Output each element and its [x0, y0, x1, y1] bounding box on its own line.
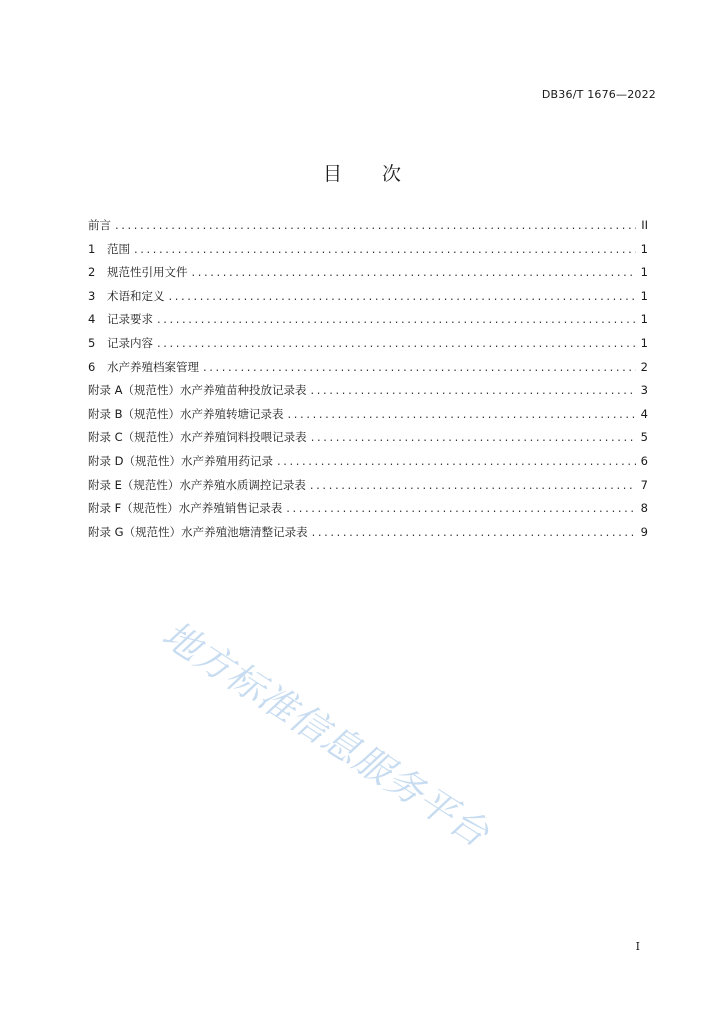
toc-leader-dots	[169, 289, 637, 303]
toc-label: 附录 E（规范性）水产养殖水质调控记录表	[88, 477, 306, 492]
toc-entry[interactable]	[88, 500, 648, 524]
toc-leader-dots	[286, 501, 636, 515]
toc-label: 前言	[88, 218, 111, 232]
toc-page-number: 1	[640, 335, 648, 350]
title-char-2: 次	[382, 163, 402, 185]
page-number: I	[635, 940, 640, 953]
toc-label: 术语和定义	[107, 288, 165, 303]
toc-entry[interactable]	[88, 406, 648, 430]
toc-section-number: 5	[88, 335, 96, 350]
toc-leader-dots	[277, 454, 636, 468]
standard-code: DB36/T 1676—2022	[541, 88, 656, 101]
toc-label: 附录 A（规范性）水产养殖苗种投放记录表	[88, 383, 307, 398]
toc-label: 记录要求	[107, 312, 153, 327]
toc-entry[interactable]	[88, 264, 648, 288]
toc-section-number: 6	[88, 359, 96, 374]
toc-page-number: 4	[640, 406, 648, 421]
toc-entry[interactable]	[88, 241, 648, 265]
toc-page-number: 3	[640, 383, 648, 398]
toc-section-number: 1	[88, 241, 96, 256]
toc-page-number: 1	[640, 312, 648, 327]
toc-label: 附录 B（规范性）水产养殖转塘记录表	[88, 406, 284, 421]
toc-page-number: 6	[640, 453, 648, 468]
table-of-contents	[88, 217, 648, 547]
toc-page-number: 1	[640, 265, 648, 280]
toc-entry[interactable]	[88, 477, 648, 501]
toc-entry[interactable]	[88, 217, 648, 241]
toc-entry[interactable]	[88, 429, 648, 453]
toc-page-number: 5	[640, 430, 648, 445]
toc-label: 水产养殖档案管理	[107, 359, 199, 374]
toc-entry[interactable]	[88, 311, 648, 335]
toc-entry[interactable]	[88, 288, 648, 312]
toc-leader-dots	[115, 218, 636, 232]
toc-page-number: II	[641, 218, 648, 232]
toc-section-number: 2	[88, 265, 96, 280]
toc-entry[interactable]	[88, 524, 648, 548]
toc-label: 记录内容	[107, 335, 153, 350]
toc-page-number: 1	[640, 288, 648, 303]
toc-leader-dots	[157, 336, 636, 350]
toc-label: 附录 G（规范性）水产养殖池塘清整记录表	[88, 524, 308, 539]
title-char-1: 目	[322, 163, 342, 185]
toc-page-number: 8	[640, 501, 648, 516]
toc-leader-dots	[203, 360, 636, 374]
toc-label: 附录 D（规范性）水产养殖用药记录	[88, 453, 274, 468]
toc-page-number: 1	[640, 241, 648, 256]
toc-leader-dots	[134, 242, 636, 256]
toc-leader-dots	[157, 312, 636, 326]
toc-section-number: 4	[88, 312, 96, 327]
toc-leader-dots	[310, 478, 636, 492]
toc-leader-dots	[311, 383, 636, 397]
toc-section-number: 3	[88, 288, 96, 303]
toc-label: 规范性引用文件	[107, 265, 188, 280]
toc-page-number: 9	[640, 524, 648, 539]
toc-label: 附录 F（规范性）水产养殖销售记录表	[88, 501, 283, 516]
toc-page-number: 2	[640, 359, 648, 374]
toc-entry[interactable]	[88, 453, 648, 477]
toc-leader-dots	[311, 430, 636, 444]
page-title	[0, 159, 724, 186]
toc-leader-dots	[192, 265, 637, 279]
toc-label: 附录 C（规范性）水产养殖饲料投喂记录表	[88, 430, 307, 445]
toc-entry[interactable]	[88, 382, 648, 406]
watermark: 地方标准信息服务平台	[154, 612, 497, 856]
toc-page-number: 7	[640, 477, 648, 492]
toc-label: 范围	[107, 241, 130, 256]
toc-leader-dots	[312, 525, 636, 539]
toc-entry[interactable]	[88, 359, 648, 383]
toc-leader-dots	[288, 407, 636, 421]
toc-entry[interactable]	[88, 335, 648, 359]
